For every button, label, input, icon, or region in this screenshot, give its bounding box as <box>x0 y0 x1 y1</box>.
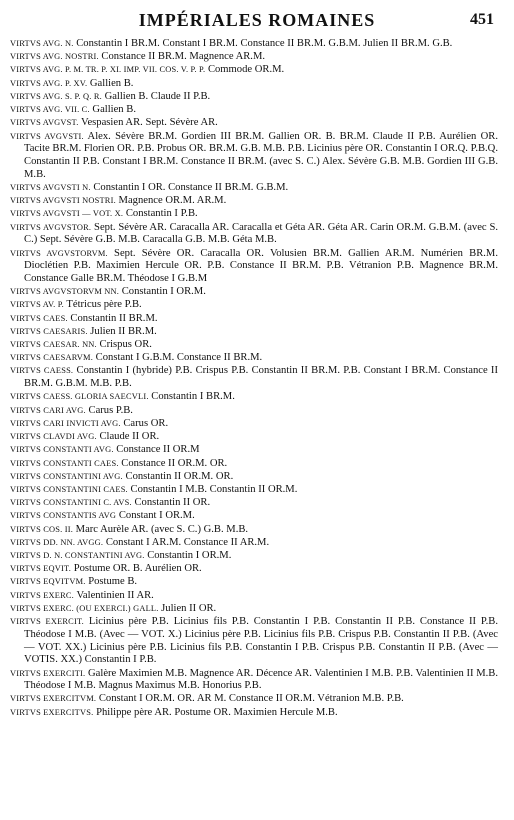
entry-text: Galère Maximien M.B. Magnence AR. Décence AR. Valentinien I M.B. P.B. Valentinien II M.B. Théodose I M.B. Magnus Maximus M.B. Honorius P.B. <box>24 667 499 692</box>
entry-text: Constantin II OR. <box>134 497 211 509</box>
entry-legend: VIRTVS AVGVST. <box>10 118 79 128</box>
entry-legend: VIRTVS EQVITVM. <box>10 577 86 587</box>
entry-text: Constantin I BR.M. <box>151 391 235 403</box>
entry-legend: VIRTVS EXERCITVS. <box>10 707 94 717</box>
list-item <box>10 64 498 77</box>
list-item <box>10 339 498 352</box>
entry-legend: VIRTVS CONSTANTINI CAES. <box>10 484 128 494</box>
list-item <box>10 208 498 221</box>
entry-legend: VIRTVS EXERCIT. <box>10 617 84 627</box>
entry-legend: VIRTVS AVGVSTORVM NN. <box>10 287 120 297</box>
running-title: IMPÉRIALES ROMAINES <box>138 10 376 30</box>
entry-text: Constant I G.B.M. Constance II BR.M. <box>95 352 263 364</box>
entry-text: Constance II BR.M. Magnence AR.M. <box>101 51 266 63</box>
list-item <box>10 38 498 51</box>
entry-text: Sept. Sévère AR. Caracalla AR. Caracalla et Géta AR. Géta AR. Carin OR.M. G.B.M. (avec S. C.) Sept. Sévère G.B. M.B. Caracalla G.B. M.B. Géta M.B. <box>24 221 498 246</box>
entry-legend: VIRTVS CARI AVG. <box>10 405 86 415</box>
list-item <box>10 365 498 390</box>
entry-legend: VIRTVS AVGVSTOR. <box>10 222 92 232</box>
entry-text: Gallien B. <box>89 77 134 89</box>
list-item <box>10 693 498 706</box>
entry-legend: VIRTVS CAESARIS. <box>10 326 88 336</box>
entry-text: Valentinien II AR. <box>76 589 154 601</box>
entry-legend: VIRTVS EXERC. (OU EXERCI.) GALL. <box>10 603 159 613</box>
list-item <box>10 117 498 130</box>
entry-text: Constance II OR.M. OR. <box>121 457 228 469</box>
list-item <box>10 299 498 312</box>
entry-legend: VIRTVS CONSTANTIS AVG <box>10 511 117 521</box>
list-item <box>10 431 498 444</box>
entry-text: Constantin II BR.M. <box>70 312 158 324</box>
list-item <box>10 405 498 418</box>
list-item <box>10 524 498 537</box>
entry-text: Tétricus père P.B. <box>66 299 142 311</box>
list-item <box>10 576 498 589</box>
entry-legend: VIRTVS CONSTANTI CAES. <box>10 458 119 468</box>
list-item <box>10 616 498 667</box>
entry-text: Constance II OR.M <box>116 444 200 456</box>
entry-text: Constantin I OR.M. <box>121 286 206 298</box>
entry-legend: VIRTVS EXERCITI. <box>10 668 86 678</box>
entry-text: Constantin I OR. Constance II BR.M. G.B.M. <box>93 181 289 193</box>
page-header <box>0 6 514 36</box>
entry-text: Constantin II OR.M. OR. <box>125 470 234 482</box>
entry-text: Julien II OR. <box>161 602 217 614</box>
entry-legend: VIRTVS AVGVSTI N. <box>10 182 91 192</box>
entry-legend: VIRTVS CLAVDI AVG. <box>10 432 97 442</box>
entry-text: Vespasien AR. Sept. Sévère AR. <box>81 117 218 129</box>
entry-legend: VIRTVS CONSTANTINI C. AVS. <box>10 498 132 508</box>
entry-legend: VIRTVS CAESAR. NN. <box>10 340 97 350</box>
entry-legend: VIRTVS CAESS. <box>10 366 74 376</box>
list-item <box>10 510 498 523</box>
entry-legend: VIRTVS AVG. NOSTRI. <box>10 52 99 62</box>
list-item <box>10 286 498 299</box>
entry-list <box>10 38 498 720</box>
entry-legend: VIRTVS AVGVSTORVM. <box>10 248 108 258</box>
entry-legend: VIRTVS CARI INVICTI AVG. <box>10 418 121 428</box>
entry-legend: VIRTVS CONSTANTI AVG. <box>10 445 114 455</box>
entry-legend: VIRTVS EXERC. <box>10 590 74 600</box>
entry-text: Constantin I BR.M. Constant I BR.M. Constance II BR.M. G.B.M. Julien II BR.M. G.B. <box>76 38 453 49</box>
entry-text: Constantin I M.B. Constantin II OR.M. <box>130 483 298 495</box>
entry-text: Philippe père AR. Postume OR. Maximien Hercule M.B. <box>96 706 338 718</box>
list-item <box>10 326 498 339</box>
entry-legend: VIRTVS AVG. S. P. Q. R. <box>10 91 102 101</box>
list-item <box>10 104 498 117</box>
list-item <box>10 78 498 91</box>
list-item <box>10 563 498 576</box>
entry-legend: VIRTVS AVG. P. M. TR. P. XI. IMP. VII. COS. V. P. P. <box>10 65 206 75</box>
list-item <box>10 222 498 247</box>
list-item <box>10 484 498 497</box>
entry-text: Carus OR. <box>123 417 169 429</box>
list-item <box>10 248 498 286</box>
list-item <box>10 590 498 603</box>
list-item <box>10 603 498 616</box>
list-item <box>10 391 498 404</box>
entry-text: Commode OR.M. <box>207 64 285 76</box>
list-item <box>10 195 498 208</box>
list-item <box>10 418 498 431</box>
entry-legend: VIRTVS CAESS. GLORIA SAECVLI. <box>10 392 149 402</box>
entry-legend: VIRTVS CAESARVM. <box>10 353 93 363</box>
page-number: 451 <box>470 11 494 28</box>
list-item <box>10 707 498 720</box>
entry-legend: VIRTVS AVG. VII. C. <box>10 105 90 115</box>
entry-text: Crispus OR. <box>99 339 152 351</box>
entry-legend: VIRTVS CAES. <box>10 313 68 323</box>
entry-legend: VIRTVS D. N. CONSTANTINI AVG. <box>10 551 145 561</box>
entry-text: Constantin I OR.M. <box>147 550 232 562</box>
entry-legend: VIRTVS AVGVSTI — VOT. X. <box>10 209 124 219</box>
entry-text: Constant I AR.M. Constance II AR.M. <box>105 536 270 548</box>
list-item <box>10 131 498 182</box>
list-item <box>10 182 498 195</box>
entry-text: Constant I OR.M. OR. AR M. Constance II OR.M. Vétranion M.B. P.B. <box>98 693 404 705</box>
list-item <box>10 668 498 693</box>
entry-legend: VIRTVS COS. II. <box>10 524 73 534</box>
list-item <box>10 51 498 64</box>
entry-legend: VIRTVS AV. P. <box>10 300 64 310</box>
entry-legend: VIRTVS CONSTANTINI AVG. <box>10 471 123 481</box>
entry-text: Gallien B. <box>92 104 136 116</box>
entry-legend: VIRTVS AVGVSTI NOSTRI. <box>10 196 116 206</box>
list-item <box>10 537 498 550</box>
list-item <box>10 313 498 326</box>
entry-text: Claude II OR. <box>99 431 160 443</box>
entry-text: Alex. Sévère BR.M. Gordien III BR.M. Gallien OR. B. BR.M. Claude II P.B. Aurélien OR. Tacite BR.M. Florien OR. P.B. Probus OR. BR.M. G.B. M.B. P.B. Licinius père OR. Constantin I OR.Q. P.B.Q. Constantin II P.B. Constant I BR.M. Constance II BR.M. (avec S. C.) Alex. Sévère G.B. M.B. Gordien III G.B. M.B. <box>24 130 499 180</box>
entry-text: Postume OR. B. Aurélien OR. <box>73 563 202 575</box>
entry-text: Constantin I P.B. <box>125 208 198 220</box>
entry-text: Constant I OR.M. <box>118 510 195 522</box>
list-item <box>10 497 498 510</box>
list-item <box>10 444 498 457</box>
entry-legend: VIRTVS DD. NN. AVGG. <box>10 537 104 547</box>
entry-text: Gallien B. Claude II P.B. <box>104 90 211 102</box>
entry-text: Sept. Sévère OR. Caracalla OR. Volusien BR.M. Gallien AR.M. Numérien BR.M. Dioclétien P.B. Maximien Hercule OR. P.B. Constance II BR.M. P.B. Vétranion P.B. Magnence BR.M. Constance Galle BR.M. Théodose I G.B.M <box>24 247 498 284</box>
list-item <box>10 458 498 471</box>
entry-text: Julien II BR.M. <box>90 325 157 337</box>
entry-legend: VIRTVS EQVIT. <box>10 564 72 574</box>
entry-text: Licinius père P.B. Licinius fils P.B. Constantin I P.B. Constantin II P.B. Constance II P.B. Théodose I M.B. (Avec — VOT. X.) Licinius père P.B. Licinius fils P.B. Crispus P.B. Constantin II P.B. (Avec — VOT. XX.) Licinius père P.B. Licinius fils P.B. Constantin I P.B. Crispus P.B. Constantin II P.B. (Avec — VOTIS. XX.) Constantin I P.B. <box>24 616 499 666</box>
entry-legend: VIRTVS AVGVSTI. <box>10 131 84 141</box>
entry-text: Marc Aurèle AR. (avec S. C.) G.B. M.B. <box>75 523 249 535</box>
entry-legend: VIRTVS EXERCITVM. <box>10 694 97 704</box>
entry-text: Carus P.B. <box>88 404 133 416</box>
entry-text: Constantin I (hybride) P.B. Crispus P.B. Constantin II BR.M. P.B. Constant I BR.M. Constance II BR.M. G.B.M. M.B. P.B. <box>24 365 498 390</box>
entry-legend: VIRTVS AVG. N. <box>10 39 74 48</box>
entry-text: Postume B. <box>88 576 138 588</box>
entry-legend: VIRTVS AVG. P. XV. <box>10 78 88 88</box>
list-item <box>10 550 498 563</box>
list-item <box>10 91 498 104</box>
list-item <box>10 352 498 365</box>
entry-text: Magnence OR.M. AR.M. <box>118 195 227 207</box>
list-item <box>10 471 498 484</box>
